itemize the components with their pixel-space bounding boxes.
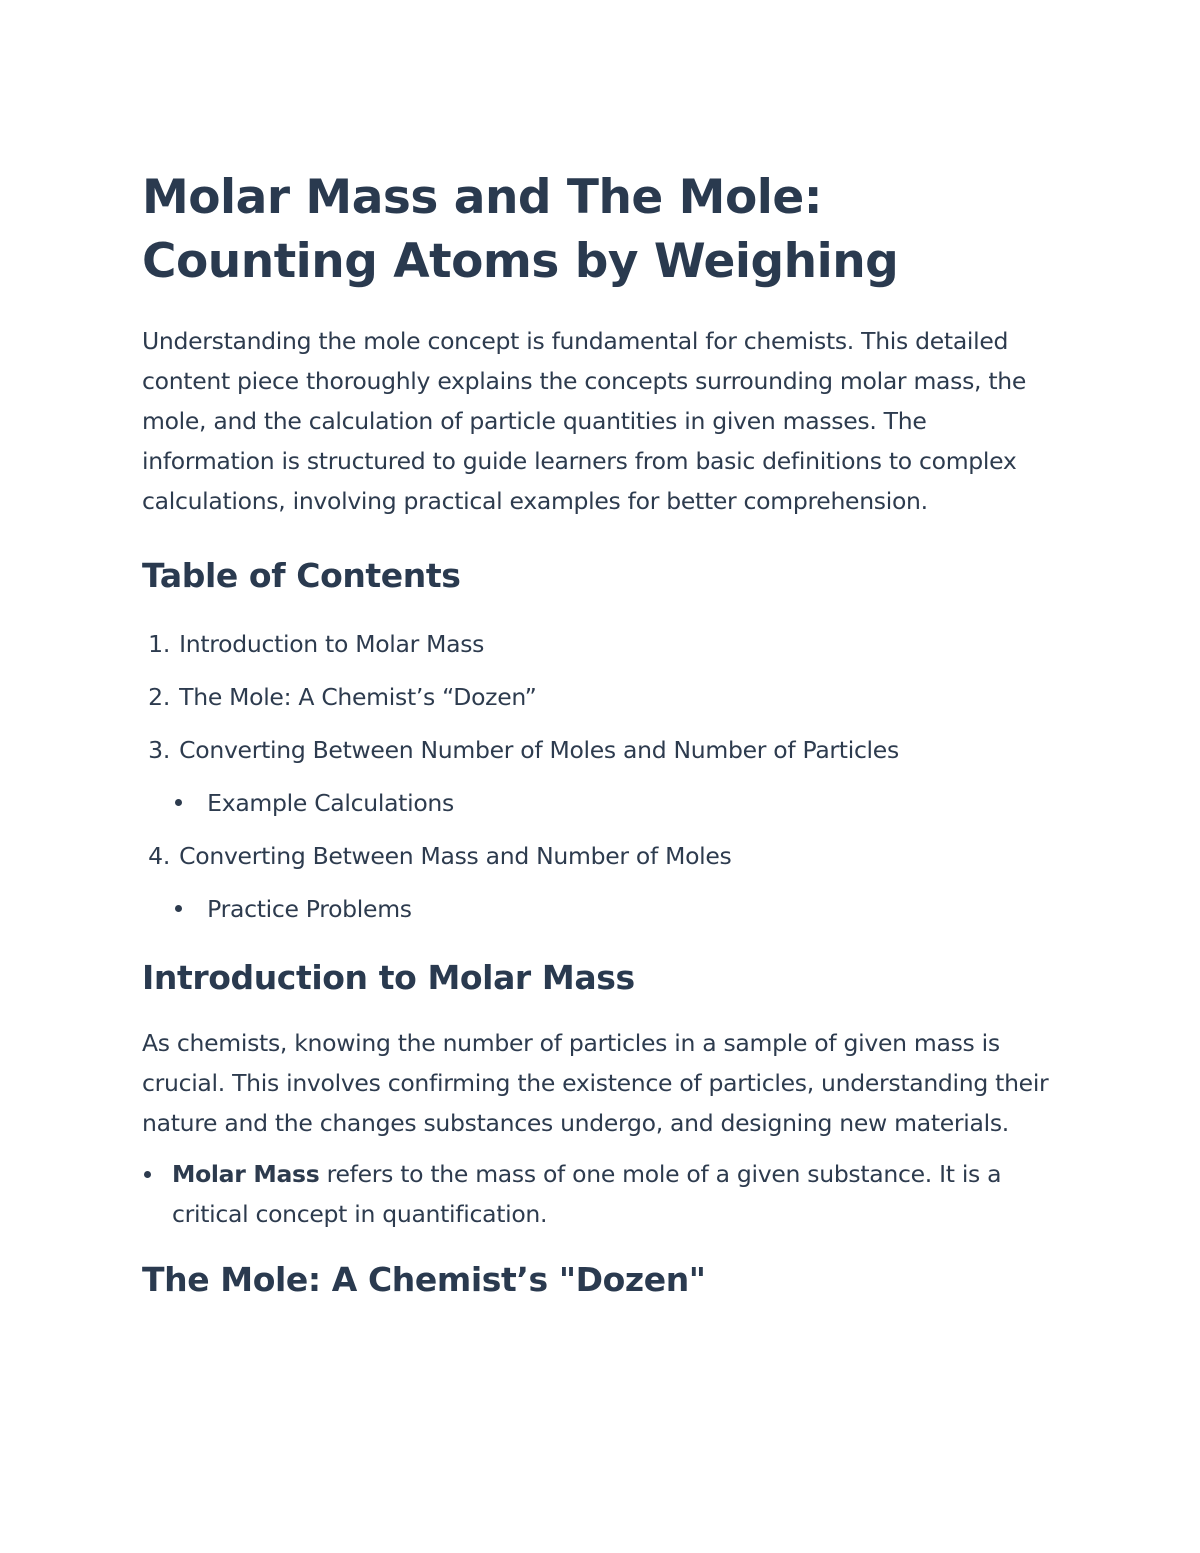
toc-sublabel: Practice Problems [207, 895, 412, 923]
toc-number: 1. [148, 630, 170, 658]
toc-item-moles-particles[interactable] [142, 724, 1060, 777]
toc-item-mass-moles[interactable] [142, 830, 1060, 883]
list-item [142, 1154, 1062, 1234]
section-heading-the-mole: The Mole: A Chemist’s "Dozen" [142, 1260, 706, 1299]
toc-label: Introduction to Molar Mass [179, 630, 485, 658]
bullet-text: refers to the mass of one mole of a given substance. It is a critical concept in quantification. [172, 1160, 1002, 1228]
toc-number: 3. [148, 736, 170, 764]
toc-item-the-mole[interactable] [142, 671, 1060, 724]
toc-heading: Table of Contents [142, 556, 461, 595]
table-of-contents [142, 618, 1060, 936]
bullet-term: Molar Mass [172, 1160, 320, 1188]
page-title: Molar Mass and The Mole: Counting Atoms by Weighing [142, 170, 899, 289]
section-paragraph: As chemists, knowing the number of particles in a sample of given mass is crucial. This involves confirming the existence of particles, understanding their nature and the changes substances undergo, and designing new materials. [142, 1029, 1049, 1137]
toc-item-introduction[interactable] [142, 618, 1060, 671]
toc-label: Converting Between Number of Moles and Number of Particles [179, 736, 899, 764]
toc-subitem-practice-problems[interactable] [142, 883, 1060, 936]
toc-label: Converting Between Mass and Number of Moles [179, 842, 732, 870]
intro-paragraph: Understanding the mole concept is fundamental for chemists. This detailed content piece thoroughly explains the concepts surrounding molar mass, the mole, and the calculation of particle quantities in given masses. The information is structured to guide learners from basic definitions to complex calculations, involving practical examples for better comprehension. [142, 327, 1027, 515]
section-heading-molar-mass: Introduction to Molar Mass [142, 958, 635, 997]
definition-list [142, 1154, 1060, 1234]
toc-label: The Mole: A Chemist’s “Dozen” [179, 683, 537, 711]
toc-sublabel: Example Calculations [207, 789, 454, 817]
toc-number: 2. [148, 683, 170, 711]
toc-number: 4. [148, 842, 170, 870]
toc-subitem-example-calculations[interactable] [142, 777, 1060, 830]
bullet-icon [144, 1171, 151, 1178]
